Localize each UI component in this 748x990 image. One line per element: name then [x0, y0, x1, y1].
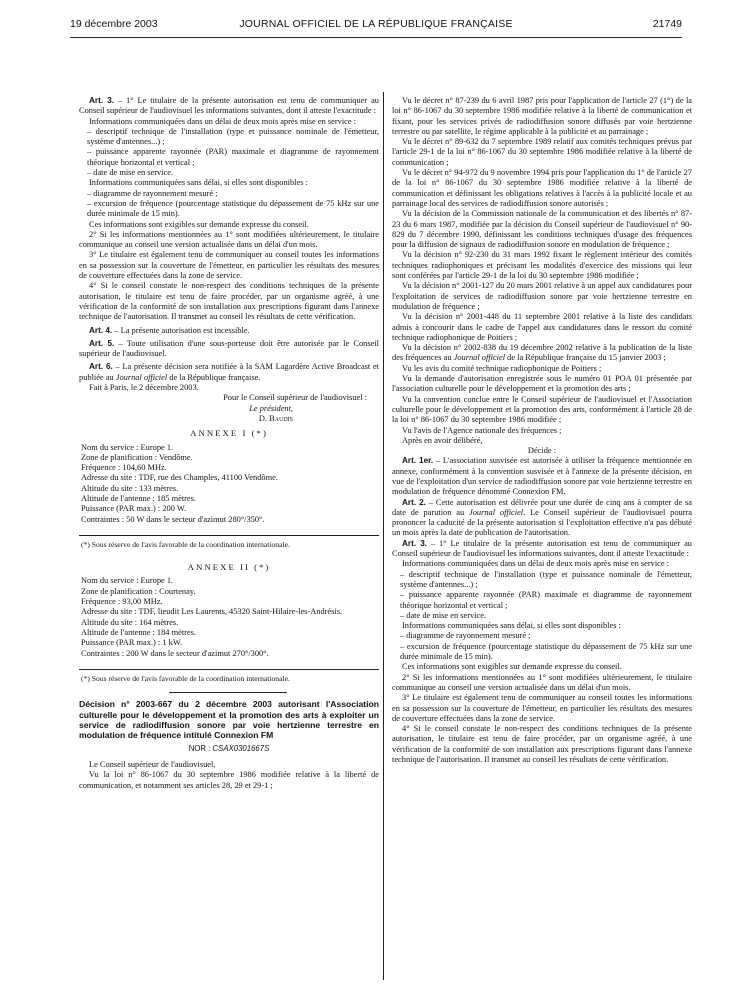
right-art3-paragraph — [392, 539, 692, 560]
left-list-item: – descriptif technique de l'installation (type et puissance nominale de l'émetteur, système d'antennes...) ; — [87, 126, 379, 147]
annexe-2-line: Altitude du site : 164 mètres. — [81, 617, 179, 627]
annexe-2-line: Altitude de l'antenne : 184 mètres. — [81, 627, 197, 637]
left-list-item: – puissance apparente rayonnée (PAR) maximale et diagramme de rayonnement théorique horizontal et vertical ; — [87, 147, 379, 167]
header-journal-title: JOURNAL OFFICIEL DE LA RÉPUBLIQUE FRANÇAISE — [239, 18, 513, 30]
right-list-item: – puissance apparente rayonnée (PAR) maximale et diagramme de rayonnement théorique horizontal et vertical ; — [400, 590, 692, 610]
nor-reference — [79, 744, 379, 754]
annexe-1 — [79, 443, 379, 525]
right-art3-label: Art. 3. — [402, 538, 428, 548]
left-art6-text-b: de la République française. — [167, 372, 261, 382]
left-info-no-delay: Informations communiquées sans délai, si elles sont disponibles : — [89, 178, 308, 188]
right-paragraph-2: 2° Si les informations mentionnées au 1° sont modifiées ultérieurement, le titulaire communique au conseil une version actualisée dans un délai d'un mois. — [392, 672, 692, 692]
annexe-2-note: (*) Sous réserve de l'avis favorable de la coordination internationale. — [81, 673, 290, 683]
left-art5-paragraph — [79, 339, 379, 360]
left-info-two-months: Informations communiquées dans un délai de deux mois après mise en service : — [89, 116, 356, 126]
vu-paragraph-2002 — [392, 343, 692, 364]
right-art3-intro: – 1° Le titulaire de la présente autorisation est tenu de communiquer au Conseil supérieur de l'audiovisuel les informations suivantes, dont il atteste l'exactitude : — [392, 538, 692, 559]
right-art2-journal: Journal officiel — [469, 507, 524, 517]
annexe-2 — [79, 576, 379, 658]
decide-heading: Décide : — [527, 446, 557, 456]
vu-paragraph: Vu la décision de la Commission nationale de la communication et des libertés n° 87-23 du 6 mars 1987, modifiée par la décision du Conseil supérieur de l'audiovisuel n° 90-829 du 7 décembre 1990, définissant les conditions techniques d'usage des fréquences pour la diffusion de signaux de radiodiffusion sonore en modulation de fréquence ; — [392, 209, 692, 250]
vu-paragraph: Vu les avis du comité technique radiophonique de Poitiers ; — [402, 363, 602, 373]
vu-paragraph: Vu la convention conclue entre le Conseil supérieur de l'audiovisuel et l'Association culturelle pour le développement et la promotion des arts, conformément à l'article 28 de la loi n° 86-1067 du 30 septembre 1986 modifiée ; — [392, 394, 692, 425]
right-paragraph-3: 3° Le titulaire est également tenu de communiquer au conseil toutes les informations en sa possession sur la couverture de l'émetteur, en particulier les résultats des mesures de couverture effectuées dans la zone de service. — [392, 693, 692, 723]
signature-name: D. Baudis — [258, 413, 293, 423]
annexe-2-note-rule — [79, 669, 379, 670]
annexe-2-line: Nom du service : Europe 1. — [81, 576, 174, 586]
left-art4-text: – La présente autorisation est incessible. — [112, 325, 250, 335]
vu-2002-journal: Journal officiel — [453, 353, 506, 363]
right-list-item: – excursion de fréquence (pourcentage statistique du dépassement de 75 kHz sur une durée minimale de 15 min). — [400, 641, 692, 662]
right-art1-text: – L'association susvisée est autorisée à utiliser la fréquence mentionnée en annexe, conformément à la convention susvisée et à l'annexe de la présente décision, en vue de l'exploitation d'un service de radiodiffusion sonore par voie hertzienne terrestre en modulation de fréquence dénommé Connexion FM. — [392, 456, 692, 497]
left-art6-label: Art. 6. — [89, 362, 113, 372]
column-divider — [383, 92, 384, 980]
left-art6-paragraph — [79, 362, 379, 383]
vu-2002-text-a: Vu la décision n° 2002-838 du 19 décembre 2002 relative à la publication de la liste des fréquences au — [392, 343, 692, 363]
annexe-2-line: Puissance (PAR max.) : 1 kW. — [81, 638, 183, 648]
page-header — [70, 18, 682, 36]
vu-paragraph: Vu le décret n° 89-632 du 7 septembre 1989 relatif aux comités techniques prévus par l'article 29-1 de la loi n° 86-1067 du 30 septembre 1986 modifiée relative à la liberté de communication ; — [392, 137, 692, 167]
vu-paragraph: Vu le décret n° 87-239 du 6 avril 1987 pris pour l'application de l'article 27 (1°) de la loi n° 86-1067 du 30 septembre 1986 modifiée relative à la liberté de communication et fixant, pour les services privés de radiodiffusion sonore diffusés par voie hertzienne terrestre ou par satellite, le régime applicable à la publicité et au parrainage ; — [392, 96, 692, 136]
left-art4-label: Art. 4. — [89, 325, 113, 335]
vu-paragraph: Vu la demande d'autorisation enregistrée sous le numéro 01 POA 01 présentée par l'association culturelle pour le développement et la promotion des arts ; — [392, 374, 692, 394]
left-art6-text-a: – La présente décision sera notifiée à la SAM Lagardère Active Broadcast et publiée au — [79, 362, 379, 382]
annexe-1-note: (*) Sous réserve de l'avis favorable de la coordination internationale. — [81, 539, 290, 549]
vu-2002-text-b: de la République française du 15 janvier 2003 ; — [505, 353, 666, 363]
annexe-2-line: Adresse du site : TDF, lieudit Les Laurents, 45320 Saint-Hilaire-les-Andrésis. — [81, 607, 343, 617]
vu-paragraph: Après en avoir délibéré, — [402, 435, 483, 445]
left-on-request: Ces informations sont exigibles sur demande expresse du conseil. — [89, 219, 309, 229]
right-list-item: – diagramme de rayonnement mesuré ; — [400, 631, 531, 641]
right-art2-paragraph — [392, 498, 692, 539]
vu-paragraph: Vu le décret n° 94-972 du 9 novembre 1994 pris pour l'application du 1° de l'article 27 de la loi n° 86-1067 du 30 septembre 1986 modifiée relative à la liberté de communication et définissant les obligations relatives à l'accès à la publicité locale et au parrainage local des services de radiodiffusion sonore autorisés ; — [392, 168, 692, 208]
header-rule — [70, 37, 682, 38]
annexe-1-line: Contraintes : 50 W dans le secteur d'azimut 280°/350°. — [81, 514, 265, 524]
nor-label: NOR : — [188, 743, 213, 753]
right-column — [392, 96, 692, 980]
left-paragraph-3: 3° Le titulaire est également tenu de communiquer au conseil toutes les informations en sa possession sur la couverture de l'émetteur, en particulier les résultats des mesures de couverture effectuées dans la zone de service. — [79, 250, 379, 281]
vu-paragraph: Vu la décision n° 92-230 du 31 mars 1992 fixant le règlement intérieur des comités techniques radiophoniques et précisant les modalités d'exercice des missions qui leur sont conférées par l'article 29-1 de la loi du 30 septembre 1986 modifiée ; — [392, 250, 692, 281]
right-list-item: – descriptif technique de l'installation (type et puissance nominale de l'émetteur, système d'antennes...) ; — [400, 569, 692, 589]
annexe-1-line: Adresse du site : TDF, rue des Champles, 41100 Vendôme. — [81, 473, 278, 483]
right-on-request: Ces informations sont exigibles sur demande expresse du conseil. — [402, 662, 622, 672]
annexe-2-line: Zone de planification : Courtenay. — [81, 586, 196, 596]
signature-title — [79, 404, 379, 414]
annexe-1-title: ANNEXE I (*) — [190, 428, 268, 439]
right-art2-text-b: . Le Conseil supérieur de l'audiovisuel pourra prononcer la caducité de la présente autorisation si l'exploitation effective n'a pas débuté un mois après la date de publication de l'autorisation. — [392, 507, 692, 538]
left-art5-text: – Toute utilisation d'une sous-porteuse doit être autorisée par le Conseil supérieur de l'audiovisuel. — [79, 338, 379, 359]
section-separator — [169, 692, 287, 693]
right-info-two-months: Informations communiquées dans un délai de deux mois après mise en service : — [402, 559, 669, 569]
right-art2-label: Art. 2. — [402, 497, 426, 507]
right-paragraph-4: 4° Si le conseil constate le non-respect des conditions techniques de la présente autorisation, le titulaire est tenu de faire procéder, par un organisme agréé, à une vérification de la conformité de son installation aux prescriptions figurant dans l'annexe technique de l'autorisation. Il transmet au conseil les résultats de cette vérification. — [392, 724, 692, 764]
left-art3-intro: – 1° Le titulaire de la présente autorisation est tenu de communiquer au Conseil supérieur de l'audiovisuel les informations suivantes, dont il atteste l'exactitude : — [79, 96, 379, 116]
left-list-item: – date de mise en service. — [87, 168, 174, 178]
left-place-date: Fait à Paris, le 2 décembre 2003. — [89, 383, 199, 393]
right-info-no-delay: Informations communiquées sans délai, si elles sont disponibles : — [402, 621, 621, 631]
left-paragraph-2: 2° Si les informations mentionnées au 1° sont modifiées ultérieurement, le titulaire communique au conseil une version actualisée dans un délai d'un mois. — [79, 229, 379, 250]
right-art2-text-a: – Cette autorisation est délivrée pour une durée de cinq ans à compter de sa date de parution au — [392, 497, 692, 517]
annexe-2-line: Contraintes : 200 W dans le secteur d'azimut 270°/300°. — [81, 648, 269, 658]
annexe-1-note-rule — [79, 535, 379, 536]
header-page-number: 21749 — [652, 18, 682, 30]
left-art6-journal: Journal officiel — [115, 372, 168, 382]
annexe-2-title: ANNEXE II (*) — [187, 562, 271, 573]
right-art1-paragraph — [392, 456, 692, 497]
left-column — [79, 96, 379, 980]
left-art3-label: Art. 3. — [89, 96, 115, 105]
left-art4-paragraph — [79, 326, 379, 336]
signature-for: Pour le Conseil supérieur de l'audiovisuel : — [223, 393, 367, 403]
annexe-1-line: Altitude du site : 133 mètres. — [81, 483, 179, 493]
annexe-1-line: Puissance (PAR max.) : 200 W. — [81, 504, 187, 514]
left-art5-label: Art. 5. — [89, 338, 115, 348]
nor-code: CSAX0301667S — [212, 743, 270, 753]
left-list-item: – excursion de fréquence (pourcentage statistique du dépassement de 75 kHz sur une durée minimale de 15 min). — [87, 198, 379, 219]
vu-paragraph: Vu la décision n° 2001-448 du 11 septembre 2001 relative à la liste des candidats admis à concourir dans le cadre de l'appel aux candidatures dans le ressort du comité technique radiophonique de Poitiers ; — [392, 312, 692, 342]
decision-title: Décision n° 2003-667 du 2 décembre 2003 autorisant l'Association culturelle pour le développement et la promotion des arts à exploiter un service de radiodiffusion sonore par voie hertzienne terrestre en modulation de fréquence intitulé Connexion FM — [79, 699, 379, 741]
annexe-1-line: Fréquence : 104,60 MHz. — [81, 463, 167, 473]
vu-paragraph: Vu la décision n° 2001-127 du 20 mars 2001 relative à un appel aux candidatures pour l'exploitation de services de radiodiffusion sonore par voie hertzienne terrestre en modulation de fréquence ; — [392, 281, 692, 311]
header-date: 19 décembre 2003 — [70, 18, 158, 30]
signature-title-text: Le président, — [249, 403, 293, 413]
right-art1-label: Art. 1er. — [402, 456, 434, 466]
annexe-1-line: Nom du service : Europe 1. — [81, 442, 174, 452]
vu-paragraph: Vu l'avis de l'Agence nationale des fréquences ; — [402, 425, 562, 435]
vu-loi: Vu la loi n° 86-1067 du 30 septembre 1986 modifiée relative à la liberté de communication, et notamment ses articles 28, 29 et 29-1 ; — [79, 770, 379, 790]
annexe-2-line: Fréquence : 93,00 MHz. — [81, 597, 163, 607]
right-list-item: – date de mise en service. — [400, 610, 487, 620]
left-art3-paragraph — [79, 96, 379, 117]
csa-preamble: Le Conseil supérieur de l'audiovisuel, — [89, 760, 216, 770]
annexe-1-line: Altitude de l'antenne : 185 mètres. — [81, 493, 197, 503]
left-paragraph-4: 4° Si le conseil constate le non-respect des conditions techniques de la présente autorisation, le titulaire est tenu de faire procéder, par un organisme agréé, à une vérification de la conformité de son installation aux prescriptions figurant dans l'annexe technique de l'autorisation. Il transmet au conseil les résultats de cette vérification. — [79, 281, 379, 322]
left-list-item: – diagramme de rayonnement mesuré ; — [87, 188, 218, 198]
annexe-1-line: Zone de planification : Vendôme. — [81, 452, 193, 462]
